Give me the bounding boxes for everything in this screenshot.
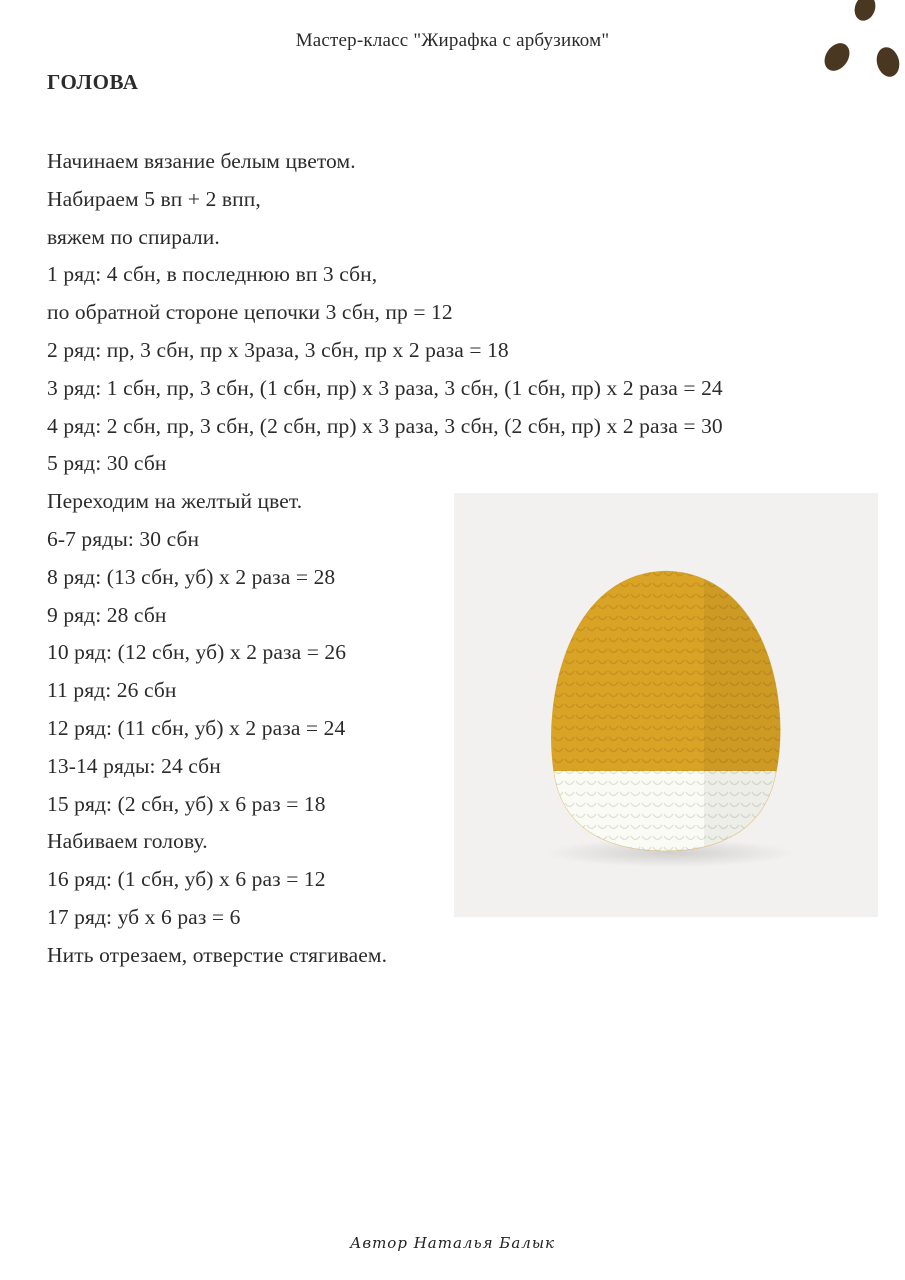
decor-spot	[873, 45, 902, 80]
instruction-line: 10 ряд: (12 сбн, уб) х 2 раза = 26	[47, 640, 347, 665]
instruction-line: Начинаем вязание белым цветом.	[47, 149, 356, 173]
instruction-line: 11 ряд: 26 сбн	[47, 678, 177, 703]
instruction-line: 9 ряд: 28 сбн	[47, 602, 167, 627]
author-signature: Автор Наталья Балык	[349, 1234, 555, 1252]
instruction-line: 16 ряд: (1 сбн, уб) х 6 раз = 12	[47, 867, 326, 892]
document-header-title: Мастер-класс "Жирафка с арбузиком"	[295, 30, 610, 51]
crochet-head-illustration	[454, 493, 878, 917]
section-title: ГОЛОВА	[47, 70, 139, 94]
instruction-line: 13-14 ряды: 24 сбн	[47, 753, 221, 778]
decor-spot	[819, 38, 854, 75]
instruction-line: 15 ряд: (2 сбн, уб) х 6 раз = 18	[47, 791, 326, 816]
instruction-line: 17 ряд: уб х 6 раз = 6	[47, 904, 241, 929]
instruction-line: Нить отрезаем, отверстие стягиваем.	[47, 942, 388, 967]
instruction-line: 3 ряд: 1 сбн, пр, 3 сбн, (1 сбн, пр) х 3 раза, 3 сбн, (1 сбн, пр) х 2 раза = 24	[47, 375, 723, 400]
instruction-line: Набираем 5 вп + 2 впп,	[47, 186, 261, 211]
instruction-line: 8 ряд: (13 сбн, уб) х 2 раза = 28	[47, 564, 336, 589]
instruction-line: 1 ряд: 4 сбн, в последнюю вп 3 сбн,	[47, 262, 378, 287]
crochet-head-photo	[454, 493, 878, 917]
instruction-line: по обратной стороне цепочки 3 сбн, пр = 12	[47, 300, 453, 325]
instruction-line: Набиваем голову.	[47, 829, 208, 854]
instruction-line: 2 ряд: пр, 3 сбн, пр х 3раза, 3 сбн, пр х 2 раза = 18	[47, 337, 509, 362]
instruction-line: 12 ряд: (11 сбн, уб) х 2 раза = 24	[47, 715, 346, 740]
instruction-line: 4 ряд: 2 сбн, пр, 3 сбн, (2 сбн, пр) х 3 раза, 3 сбн, (2 сбн, пр) х 2 раза = 30	[47, 413, 723, 438]
instruction-line: вяжем по спирали.	[47, 224, 220, 249]
decor-spot	[851, 0, 879, 24]
instruction-line: 5 ряд: 30 сбн	[47, 451, 167, 476]
instruction-line: Переходим на желтый цвет.	[47, 489, 303, 514]
decorative-spots	[785, 0, 905, 110]
instruction-line: 6-7 ряды: 30 сбн	[47, 526, 200, 551]
